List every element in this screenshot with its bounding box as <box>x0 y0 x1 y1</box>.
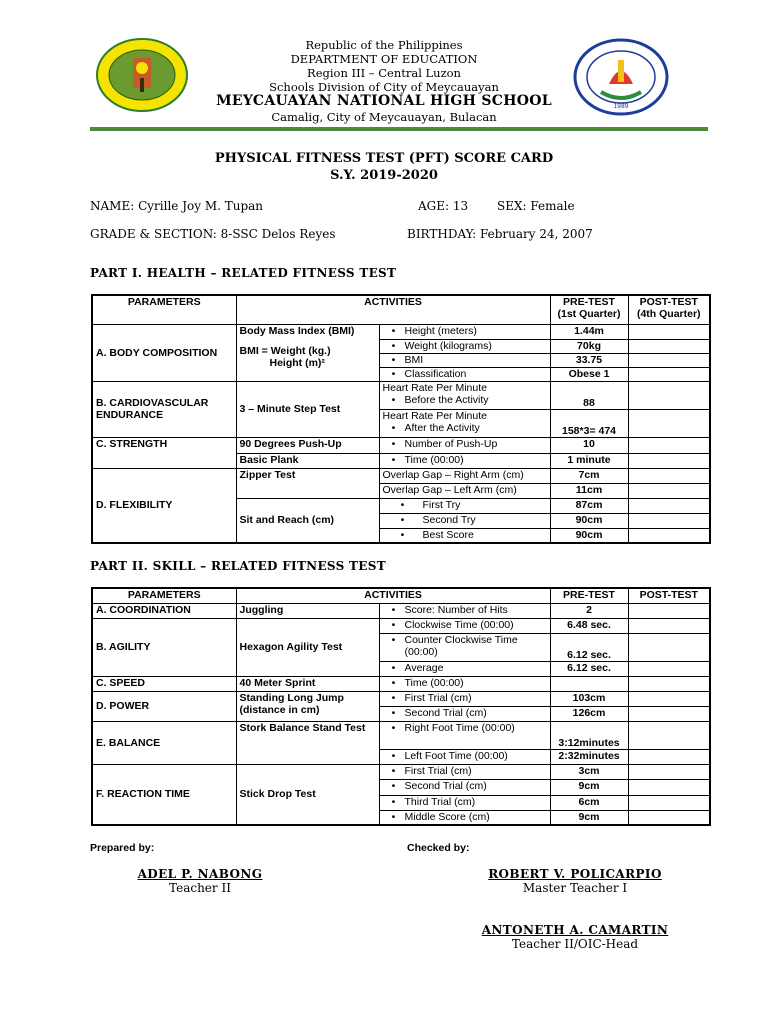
activity-stork: Stork Balance Stand Test <box>236 721 379 764</box>
param-reaction-time: F. REACTION TIME <box>92 764 236 825</box>
param-body-composition: A. BODY COMPOSITION <box>92 324 236 381</box>
item-lj-second: • Second Trial (cm) <box>379 706 550 721</box>
value-before: 88 <box>550 381 628 409</box>
skill-fitness-table <box>91 587 711 826</box>
item-rt-first: • First Trial (cm) <box>379 764 550 779</box>
post-rt-first <box>628 764 710 779</box>
school-name: MEYCAUAYAN NATIONAL HIGH SCHOOL <box>216 93 552 109</box>
activity-zipper: Zipper Test <box>236 468 379 498</box>
value-classification: Obese 1 <box>550 367 628 381</box>
health-fitness-table <box>91 294 711 544</box>
post-average <box>628 661 710 676</box>
activity-pushup: 90 Degrees Push-Up <box>236 437 379 453</box>
student-sex: SEX: Female <box>497 199 575 213</box>
param-coordination: A. COORDINATION <box>92 603 236 618</box>
value-bmi: 33.75 <box>550 353 628 367</box>
value-average: 6.12 sec. <box>550 661 628 676</box>
col-post-test: POST-TEST (4th Quarter) <box>628 295 710 324</box>
item-rt-third: • Third Trial (cm) <box>379 795 550 810</box>
activity-step-test: 3 – Minute Step Test <box>236 381 379 437</box>
col-pre-test: PRE-TEST <box>550 588 628 603</box>
post-weight <box>628 339 710 353</box>
value-gap-right: 7cm <box>550 468 628 483</box>
col-parameters: PARAMETERS <box>92 295 236 324</box>
school-address: Camalig, City of Meycauayan, Bulacan <box>271 110 497 124</box>
value-height: 1.44m <box>550 324 628 339</box>
post-pushup <box>628 437 710 453</box>
item-best-score: • Best Score <box>379 528 550 543</box>
post-plank <box>628 453 710 468</box>
col-parameters: PARAMETERS <box>92 588 236 603</box>
post-sprint-time <box>628 676 710 691</box>
head-name: ANTONETH A. CAMARTIN <box>481 923 669 937</box>
checked-title: Master Teacher I <box>522 881 628 895</box>
prepared-name: ADEL P. NABONG <box>137 867 263 881</box>
value-rt-first: 3cm <box>550 764 628 779</box>
item-gap-right: Overlap Gap – Right Arm (cm) <box>379 468 550 483</box>
item-plank: • Time (00:00) <box>379 453 550 468</box>
post-hits <box>628 603 710 618</box>
post-rt-third <box>628 795 710 810</box>
item-average: • Average <box>379 661 550 676</box>
value-rt-middle: 9cm <box>550 810 628 825</box>
post-lj-first <box>628 691 710 706</box>
activity-juggling: Juggling <box>236 603 379 618</box>
item-first-try: • First Try <box>379 498 550 513</box>
post-gap-right <box>628 468 710 483</box>
activity-hexagon: Hexagon Agility Test <box>236 618 379 676</box>
header-deped: DEPARTMENT OF EDUCATION <box>290 52 478 66</box>
signatory-checked <box>450 867 700 895</box>
post-after <box>628 409 710 437</box>
value-rt-third: 6cm <box>550 795 628 810</box>
head-title: Teacher II/OIC-Head <box>511 937 639 951</box>
svg-text:1989: 1989 <box>613 103 629 110</box>
value-second-try: 90cm <box>550 513 628 528</box>
item-right-foot: • Right Foot Time (00:00) <box>379 721 550 749</box>
param-flexibility: D. FLEXIBILITY <box>92 468 236 543</box>
param-agility: B. AGILITY <box>92 618 236 676</box>
post-clockwise <box>628 618 710 633</box>
activity-bmi: Body Mass Index (BMI) BMI = Weight (kg.) Height (m)² <box>236 324 379 381</box>
item-bmi: • BMI <box>379 353 550 367</box>
param-cardio: B. CARDIOVASCULAR ENDURANCE <box>92 381 236 437</box>
item-second-try: • Second Try <box>379 513 550 528</box>
header-divider <box>90 127 708 131</box>
item-left-foot: • Left Foot Time (00:00) <box>379 749 550 764</box>
value-first-try: 87cm <box>550 498 628 513</box>
post-bmi <box>628 353 710 367</box>
item-classification: • Classification <box>379 367 550 381</box>
item-pushup: • Number of Push-Up <box>379 437 550 453</box>
post-gap-left <box>628 483 710 498</box>
post-rt-second <box>628 779 710 795</box>
checked-name: ROBERT V. POLICARPIO <box>488 867 662 881</box>
value-sprint-time <box>550 676 628 691</box>
activity-stick-drop: Stick Drop Test <box>236 764 379 825</box>
activity-sit-reach: Sit and Reach (cm) <box>236 498 379 543</box>
value-counter-clockwise: 6.12 sec. <box>550 633 628 661</box>
item-sprint-time: • Time (00:00) <box>379 676 550 691</box>
param-speed: C. SPEED <box>92 676 236 691</box>
value-lj-first: 103cm <box>550 691 628 706</box>
part1-heading: PART I. HEALTH – RELATED FITNESS TEST <box>90 266 397 280</box>
value-right-foot: 3:12minutes <box>550 721 628 749</box>
post-classification <box>628 367 710 381</box>
activity-sprint: 40 Meter Sprint <box>236 676 379 691</box>
post-first-try <box>628 498 710 513</box>
item-height: • Height (meters) <box>379 324 550 339</box>
prepared-by-label: Prepared by: <box>90 842 155 854</box>
item-rt-second: • Second Trial (cm) <box>379 779 550 795</box>
post-rt-middle <box>628 810 710 825</box>
item-gap-left: Overlap Gap – Left Arm (cm) <box>379 483 550 498</box>
item-hits: • Score: Number of Hits <box>379 603 550 618</box>
school-year: S.Y. 2019-2020 <box>330 168 438 183</box>
prepared-title: Teacher II <box>169 881 231 895</box>
value-clockwise: 6.48 sec. <box>550 618 628 633</box>
item-rt-middle: • Middle Score (cm) <box>379 810 550 825</box>
item-lj-first: • First Trial (cm) <box>379 691 550 706</box>
col-activities: ACTIVITIES <box>236 295 550 324</box>
post-lj-second <box>628 706 710 721</box>
col-activities: ACTIVITIES <box>236 588 550 603</box>
item-counter-clockwise: • Counter Clockwise Time (00:00) <box>379 633 550 661</box>
value-pushup: 10 <box>550 437 628 453</box>
value-weight: 70kg <box>550 339 628 353</box>
activity-long-jump: Standing Long Jump (distance in cm) <box>236 691 379 721</box>
signatory-prepared <box>100 867 300 895</box>
post-best-score <box>628 528 710 543</box>
post-second-try <box>628 513 710 528</box>
value-left-foot: 2:32minutes <box>550 749 628 764</box>
value-best-score: 90cm <box>550 528 628 543</box>
header-republic: Republic of the Philippines <box>305 38 463 52</box>
signatory-head <box>450 923 700 951</box>
param-power: D. POWER <box>92 691 236 721</box>
activity-plank: Basic Plank <box>236 453 379 468</box>
value-plank: 1 minute <box>550 453 628 468</box>
header-region: Region III – Central Luzon <box>307 66 461 80</box>
student-birthday: BIRTHDAY: February 24, 2007 <box>407 227 593 241</box>
post-height <box>628 324 710 339</box>
student-age: AGE: 13 <box>418 199 469 213</box>
item-before: Heart Rate Per Minute • Before the Activity <box>379 381 550 409</box>
col-post-test: POST-TEST <box>628 588 710 603</box>
value-after: 158*3= 474 <box>550 409 628 437</box>
checked-by-label: Checked by: <box>407 842 470 854</box>
item-after: Heart Rate Per Minute • After the Activity <box>379 409 550 437</box>
part2-heading: PART II. SKILL – RELATED FITNESS TEST <box>90 559 386 573</box>
header-division: Schools Division of City of Meycauayan <box>269 80 499 94</box>
post-left-foot <box>628 749 710 764</box>
student-name: NAME: Cyrille Joy M. Tupan <box>90 199 264 213</box>
student-grade-section: GRADE & SECTION: 8-SSC Delos Reyes <box>90 227 336 241</box>
item-clockwise: • Clockwise Time (00:00) <box>379 618 550 633</box>
value-gap-left: 11cm <box>550 483 628 498</box>
post-counter-clockwise <box>628 633 710 661</box>
scorecard-title: PHYSICAL FITNESS TEST (PFT) SCORE CARD <box>214 151 554 166</box>
value-rt-second: 9cm <box>550 779 628 795</box>
param-strength: C. STRENGTH <box>92 437 236 468</box>
post-right-foot <box>628 721 710 749</box>
post-before <box>628 381 710 409</box>
col-pre-test: PRE-TEST (1st Quarter) <box>550 295 628 324</box>
item-weight: • Weight (kilograms) <box>379 339 550 353</box>
value-lj-second: 126cm <box>550 706 628 721</box>
value-hits: 2 <box>550 603 628 618</box>
param-balance: E. BALANCE <box>92 721 236 764</box>
